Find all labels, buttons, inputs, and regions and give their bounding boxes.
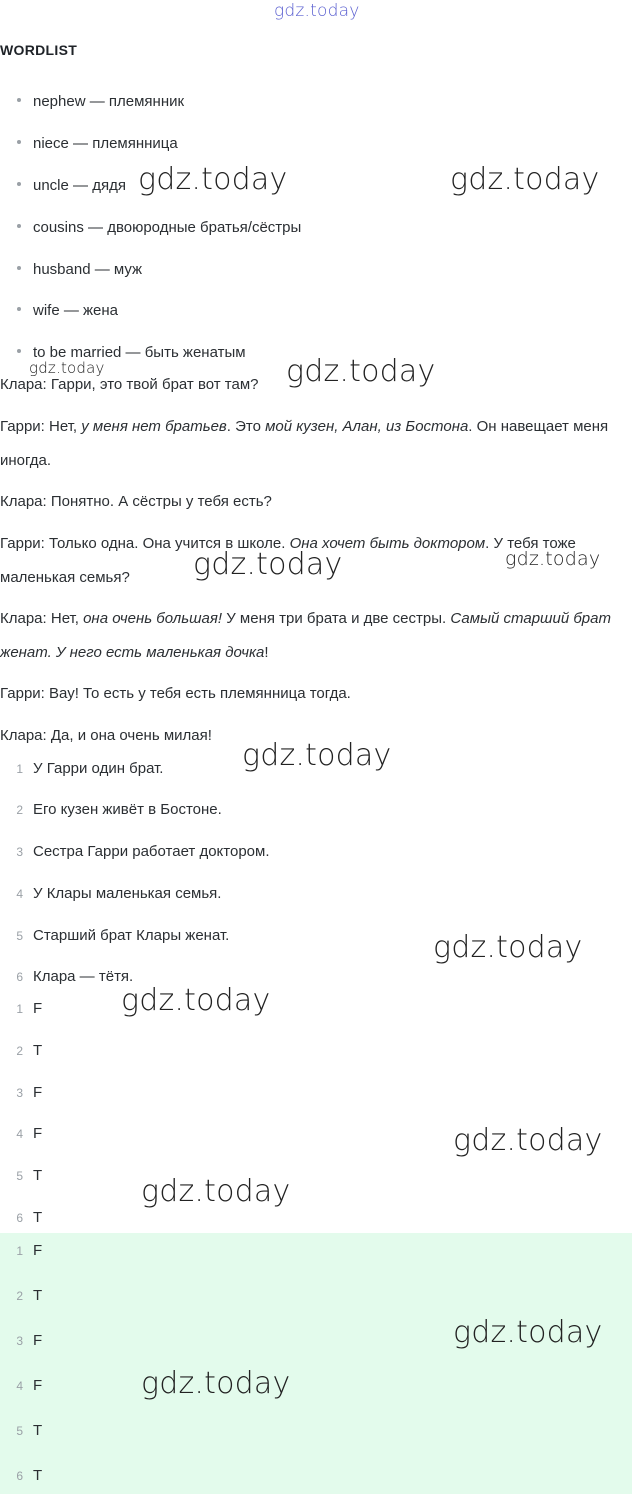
- item-number: 2: [16, 1044, 23, 1058]
- wordlist-item-text: cousins — двоюродные братья/сёстры: [33, 219, 302, 236]
- answer-item: [0, 1208, 42, 1228]
- statement-text: Его кузен живёт в Бостоне.: [33, 801, 222, 818]
- watermark-top: gdz.today: [274, 1, 360, 21]
- watermark: gdz.today: [141, 1174, 291, 1209]
- item-number: 6: [16, 970, 23, 984]
- wordlist-item: [17, 176, 126, 196]
- answer-text: T: [33, 1209, 43, 1226]
- item-number: 6: [16, 1469, 23, 1483]
- answer-item: [0, 1124, 42, 1144]
- wordlist-item-text: wife — жена: [33, 302, 119, 319]
- highlighted-answer-block: [0, 1233, 632, 1494]
- dialogue-text: Гарри, это твой брат вот там?: [50, 376, 259, 393]
- statement-text: Старший брат Клары женат.: [33, 927, 230, 944]
- wordlist-item: [17, 92, 184, 112]
- speaker: Клара:: [0, 376, 47, 393]
- dialogue-emphasis: мой кузен, Алан, из Бостона: [265, 418, 469, 435]
- item-number: 1: [16, 1002, 23, 1016]
- item-number: 3: [16, 1086, 23, 1100]
- answer-text: T: [33, 1422, 43, 1439]
- answer-item-highlighted: [0, 1376, 42, 1396]
- answer-item-highlighted: [0, 1331, 42, 1351]
- item-number: 1: [16, 762, 23, 776]
- answer-item: [0, 1041, 42, 1061]
- statement-item: [0, 842, 270, 862]
- dialogue-text: Вау! То есть у тебя есть племянница тогда.: [49, 685, 351, 702]
- watermark: gdz.today: [433, 930, 583, 965]
- answer-item: [0, 1166, 42, 1186]
- dialogue-text: !: [264, 644, 269, 661]
- dialogue-text: Понятно. А сёстры у тебя есть?: [50, 493, 272, 510]
- answer-text: F: [33, 1000, 43, 1017]
- statement-item: [0, 967, 133, 987]
- answer-item-highlighted: [0, 1421, 42, 1441]
- watermark: gdz.today: [450, 162, 600, 197]
- bullet-icon: [17, 266, 21, 270]
- dialogue-text: . Он навещает меня иногда.: [0, 418, 609, 469]
- item-number: 4: [16, 887, 23, 901]
- answer-item-highlighted: [0, 1286, 42, 1306]
- item-number: 5: [16, 1424, 23, 1438]
- speaker: Гарри:: [0, 685, 45, 702]
- watermark: gdz.today: [505, 548, 601, 570]
- item-number: 3: [16, 1334, 23, 1348]
- watermark: gdz.today: [141, 1366, 291, 1401]
- answer-text: T: [33, 1467, 43, 1484]
- wordlist-heading: WORDLIST: [0, 42, 78, 58]
- wordlist-item: [17, 218, 301, 238]
- dialogue-line: [0, 677, 632, 711]
- answer-text: T: [33, 1167, 43, 1184]
- dialogue-emphasis: она очень большая!: [83, 610, 223, 627]
- answer-text: F: [33, 1332, 43, 1349]
- wordlist-item: [17, 301, 118, 321]
- statement-text: У Клары маленькая семья.: [33, 885, 222, 902]
- dialogue-text: Да, и она очень милая!: [50, 727, 212, 744]
- watermark: gdz.today: [29, 359, 105, 377]
- dialogue-line: [0, 485, 632, 519]
- item-number: 5: [16, 929, 23, 943]
- item-number: 4: [16, 1127, 23, 1141]
- wordlist-item: [17, 260, 142, 280]
- bullet-icon: [17, 98, 21, 102]
- watermark: gdz.today: [138, 162, 288, 197]
- answer-item: [0, 1083, 42, 1103]
- bullet-icon: [17, 140, 21, 144]
- dialogue-emphasis: у меня нет братьев: [81, 418, 227, 435]
- speaker: Гарри:: [0, 535, 45, 552]
- statement-item: [0, 800, 222, 820]
- answer-text: T: [33, 1042, 43, 1059]
- watermark: gdz.today: [453, 1123, 603, 1158]
- wordlist-item-text: husband — муж: [33, 261, 143, 278]
- dialogue-text: . У тебя тоже маленькая семья?: [0, 535, 576, 586]
- wordlist-item-text: uncle — дядя: [33, 177, 126, 194]
- item-number: 4: [16, 1379, 23, 1393]
- wordlist-item-text: to be married — быть женатым: [33, 344, 246, 361]
- speaker: Клара:: [0, 493, 47, 510]
- speaker: Клара:: [0, 727, 47, 744]
- item-number: 6: [16, 1211, 23, 1225]
- speaker: Клара:: [0, 610, 47, 627]
- bullet-icon: [17, 307, 21, 311]
- answer-text: F: [33, 1125, 43, 1142]
- item-number: 3: [16, 845, 23, 859]
- answer-text: F: [33, 1084, 43, 1101]
- dialogue-emphasis: Самый старший брат женат. У него есть маленькая дочка: [0, 610, 611, 661]
- item-number: 2: [16, 1289, 23, 1303]
- answer-text: F: [33, 1242, 43, 1259]
- answer-item-highlighted: [0, 1241, 42, 1261]
- dialogue-emphasis: Она хочет быть доктором: [289, 535, 486, 552]
- speaker: Гарри:: [0, 418, 45, 435]
- answer-item: [0, 999, 42, 1019]
- bullet-icon: [17, 182, 21, 186]
- dialogue-text: Нет,: [49, 418, 82, 435]
- watermark: gdz.today: [242, 738, 392, 773]
- dialogue-text: У меня три брата и две сестры.: [222, 610, 451, 627]
- bullet-icon: [17, 349, 21, 353]
- dialogue-line: [0, 602, 632, 670]
- watermark: gdz.today: [121, 983, 271, 1018]
- item-number: 1: [16, 1244, 23, 1258]
- statement-text: Сестра Гарри работает доктором.: [33, 843, 270, 860]
- dialogue-text: . Это: [226, 418, 266, 435]
- statement-text: Клара — тётя.: [33, 968, 134, 985]
- dialogue-text: Нет,: [50, 610, 84, 627]
- watermark: gdz.today: [193, 547, 343, 582]
- statement-item: [0, 926, 229, 946]
- item-number: 5: [16, 1169, 23, 1183]
- statement-item: [0, 759, 163, 779]
- answer-item-highlighted: [0, 1466, 42, 1486]
- watermark: gdz.today: [453, 1315, 603, 1350]
- watermark: gdz.today: [286, 354, 436, 389]
- answer-text: F: [33, 1377, 43, 1394]
- wordlist-item-text: nephew — племянник: [33, 93, 185, 110]
- statement-item: [0, 884, 221, 904]
- item-number: 2: [16, 803, 23, 817]
- statement-text: У Гарри один брат.: [33, 760, 164, 777]
- bullet-icon: [17, 224, 21, 228]
- wordlist-item: [17, 134, 178, 154]
- dialogue-line: [0, 410, 632, 478]
- answer-text: T: [33, 1287, 43, 1304]
- dialogue-text: Только одна. Она учится в школе.: [49, 535, 290, 552]
- wordlist-item-text: niece — племянница: [33, 135, 178, 152]
